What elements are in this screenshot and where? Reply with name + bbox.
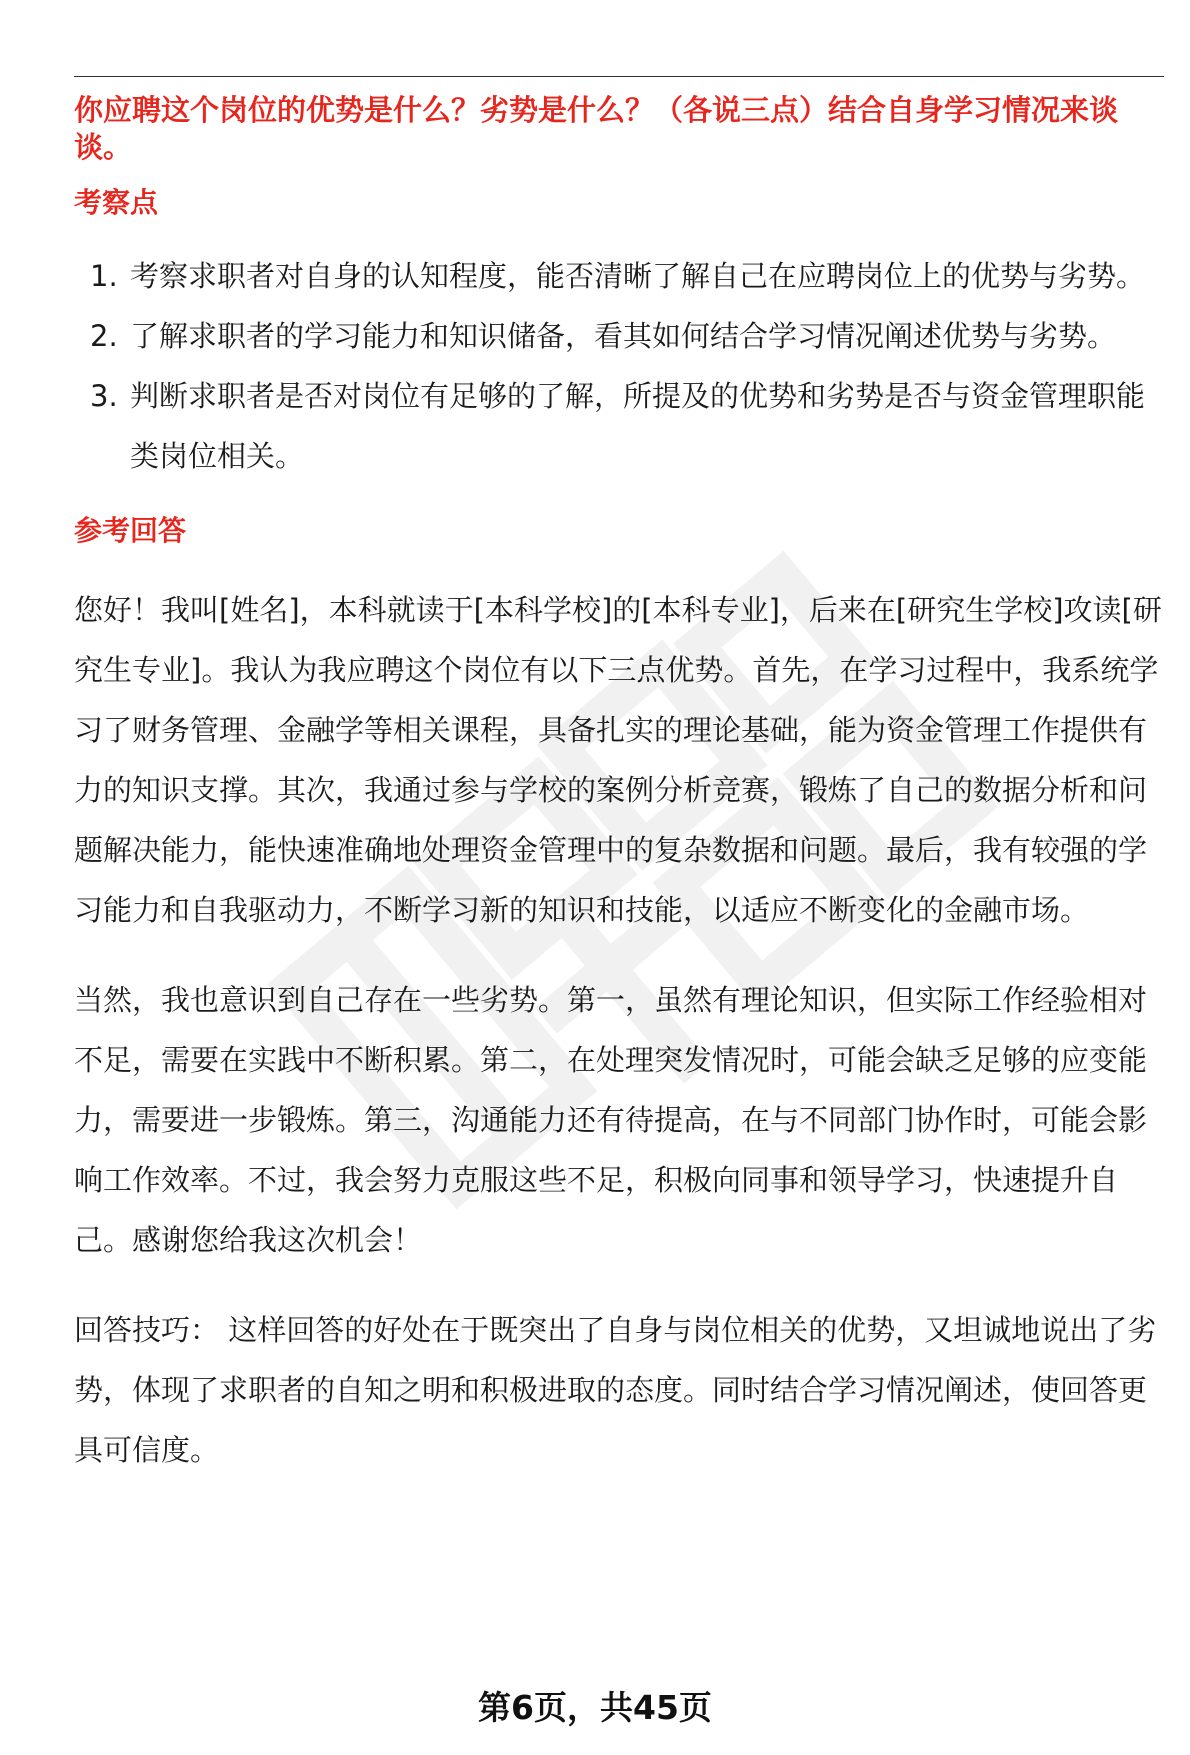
question-title: 你应聘这个岗位的优势是什么？劣势是什么？（各说三点）结合自身学习情况来谈谈。	[74, 93, 1119, 164]
reference-answer-heading: 参考回答	[74, 514, 187, 547]
list-item-text: 判断求职者是否对岗位有足够的了解，所提及的优势和劣势是否与资金管理职能类岗位相关。	[130, 379, 1146, 473]
list-item-text: 考察求职者对自身的认知程度，能否清晰了解自己在应聘岗位上的优势与劣势。	[130, 259, 1146, 293]
document-body	[74, 92, 1164, 1480]
page-number: 第6页，共45页	[478, 1688, 712, 1727]
answer-paragraph-weaknesses: 当然，我也意识到自己存在一些劣势。第一，虽然有理论知识，但实际工作经验相对不足，需要在实践中不断积累。第二，在处理突发情况时，可能会缺乏足够的应变能力，需要进一步锻炼。第三，沟通能力还有待提高，在与不同部门协作时，可能会影响工作效率。不过，我会努力克服这些不足，积极向同事和领导学习，快速提升自己。感谢您给我这次机会！	[74, 983, 1148, 1257]
exam-points-list	[74, 246, 1164, 486]
exam-points-heading: 考察点	[74, 186, 159, 219]
header-rule	[74, 76, 1164, 77]
list-item-number: 3.	[90, 379, 118, 413]
list-item	[74, 366, 1164, 486]
answer-tips-paragraph: 回答技巧： 这样回答的好处在于既突出了自身与岗位相关的优势，又坦诚地说出了劣势，体现了求职者的自知之明和积极进取的态度。同时结合学习情况阐述，使回答更具可信度。	[74, 1313, 1157, 1467]
list-item	[74, 306, 1164, 366]
answer-paragraph-strengths: 您好！我叫[姓名]，本科就读于[本科学校]的[本科专业]，后来在[研究生学校]攻读[研究生专业]。我认为我应聘这个岗位有以下三点优势。首先，在学习过程中，我系统学习了财务管理、金融学等相关课程，具备扎实的理论基础，能为资金管理工作提供有力的知识支撑。其次，我通过参与学校的案例分析竞赛，锻炼了自己的数据分析和问题解决能力，能快速准确地处理资金管理中的复杂数据和问题。最后，我有较强的学习能力和自我驱动力，不断学习新的知识和技能，以适应不断变化的金融市场。	[74, 593, 1162, 927]
list-item	[74, 246, 1164, 306]
list-item-number: 1.	[90, 259, 118, 293]
list-item-text: 了解求职者的学习能力和知识储备，看其如何结合学习情况阐述优势与劣势。	[130, 319, 1117, 353]
list-item-number: 2.	[90, 319, 118, 353]
